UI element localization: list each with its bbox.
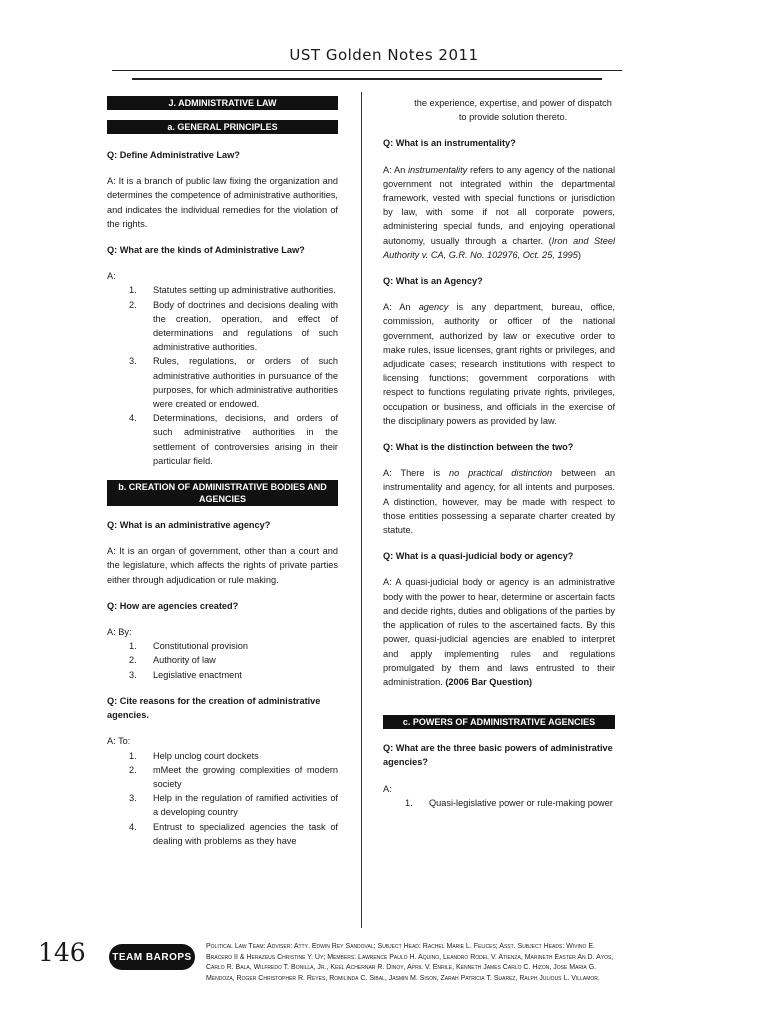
question-admin-agency: Q: What is an administrative agency? bbox=[107, 520, 271, 531]
question-define-admin-law: Q: Define Administrative Law? bbox=[107, 150, 240, 160]
section-heading-powers: c. POWERS OF ADMINISTRATIVE AGENCIES bbox=[383, 715, 615, 729]
list-item: 3. Legislative enactment bbox=[129, 669, 242, 680]
header-rule-thick bbox=[132, 78, 602, 80]
question-kinds-admin-law: Q: What are the kinds of Administrative Law? bbox=[107, 245, 305, 256]
left-column bbox=[107, 96, 338, 860]
question-agencies-created: Q: How are agencies created? bbox=[107, 600, 239, 611]
list-item: 2. mMeet the growing complexities of modern society bbox=[129, 764, 338, 789]
running-header-title: UST Golden Notes 2011 bbox=[289, 46, 479, 64]
list-item: 4. Determinations, decisions, and orders of such administrative authorities in the settlement of controversies arising in their particular field. bbox=[129, 413, 338, 466]
column-divider bbox=[361, 92, 362, 928]
creation-list bbox=[107, 639, 338, 682]
answer-admin-agency: A: It is an organ of government, other than a court and the legislature, which affects the rights of private parties either through adjudication or rule making. bbox=[107, 546, 338, 585]
answer-quasi-judicial: A: A quasi-judicial body or agency is an administrative body with the power to hear, determine or ascertain facts and decide rights, duties and obligations of the parties by the application of rules to the ascertained facts. By this power, quasi-judicial agencies are enabled to interpret and apply implementing rules and regulations promulgated by them and laws entrusted to their administration. (2006 Bar Question) bbox=[383, 577, 615, 687]
answer-intro: A: bbox=[383, 783, 392, 794]
section-heading-creation: b. CREATION OF ADMINISTRATIVE BODIES AND AGENCIES bbox=[107, 480, 338, 506]
page-number: 146 bbox=[38, 938, 86, 967]
question-reasons: Q: Cite reasons for the creation of administrative agencies. bbox=[107, 695, 321, 721]
powers-list bbox=[383, 796, 615, 810]
list-item: 1. Statutes setting up administrative authorities. bbox=[129, 285, 336, 296]
list-item: 4. Entrust to specialized agencies the task of dealing with problems as they have bbox=[129, 821, 338, 846]
list-item: 1. Constitutional provision bbox=[129, 641, 248, 652]
answer-intro: A: bbox=[107, 271, 116, 282]
kinds-list bbox=[107, 283, 338, 468]
question-instrumentality: Q: What is an instrumentality? bbox=[383, 138, 516, 149]
right-column bbox=[383, 96, 615, 822]
reasons-list bbox=[107, 749, 338, 848]
question-three-powers: Q: What are the three basic powers of administrative agencies? bbox=[383, 743, 613, 768]
list-item: 2. Body of doctrines and decisions dealing with the creation, operation, and effect of determinations and regulations of such administrative authorities. bbox=[129, 299, 338, 353]
team-credits: Political Law Team: Adviser: Atty. Edwin Rey Sandoval; Subject Head: Rachel Marie L. Felices; Asst. Subject Heads: Wivino E. Bracero II & Herazeus Christine Y. Uy; Members: Lawrence Paulo H. Aquino, Leandro Rodel V. Atienza, Marineth Easter An D. Ayos, Carlo R. Bala, Wilfredo T. Bonilla, Jr., Keel Achernar R. Dinoy, April V. Enrile, Kenneth James Carlo C. Hizon, Jose Maria G. Mendoza, Roger Christopher R. Reyes, Romilinda C. Sibal, Jasmin M. Sison, Zarah Patricia T. Suarez, Ralph Julious L. Villamor. bbox=[206, 943, 614, 982]
header-rule-thin bbox=[112, 70, 622, 71]
section-heading-general-principles: a. GENERAL PRINCIPLES bbox=[107, 120, 338, 134]
list-item: 1. Quasi-legislative power or rule-making power bbox=[405, 797, 613, 808]
answer-distinction: A: There is no practical distinction between an instrumentality and agency, for all intents and purposes. A distinction, however, may be made with respect to those entities possessing a separate charter created by statute. bbox=[383, 468, 615, 536]
answer-intro: A: To: bbox=[107, 736, 131, 747]
team-barops-logo: TEAM BAROPS bbox=[109, 944, 195, 970]
list-item: 3. Rules, regulations, or orders of such administrative authorities in pursuance of the purposes, for which administrative authorities were created or endowed. bbox=[129, 356, 338, 410]
answer-agency: A: An agency is any department, bureau, office, commission, authority or officer of the national government, authorized by law or executive order to make rules, issue licenses, grant rights or privileges, and adjudicate cases; research institutions with respect to licensing functions; government corporations with respect to functions regulating private rights, privileges, occupation or business, and officials in the exercise of the disciplinary powers as provided by law. bbox=[383, 302, 615, 426]
question-distinction: Q: What is the distinction between the two? bbox=[383, 442, 574, 453]
list-item: 1. Help unclog court dockets bbox=[129, 750, 259, 761]
question-quasi-judicial: Q: What is a quasi-judicial body or agency? bbox=[383, 551, 574, 562]
continued-text: the experience, expertise, and power of dispatch to provide solution thereto. bbox=[414, 98, 612, 123]
answer-intro: A: By: bbox=[107, 627, 132, 638]
answer-define-admin-law: A: It is a branch of public law fixing the organization and determines the competence of administrative authorities, and indicates the individual remedies for the violation of the rights. bbox=[107, 176, 338, 229]
list-item: 2. Authority of law bbox=[129, 655, 216, 666]
question-agency: Q: What is an Agency? bbox=[383, 276, 483, 287]
section-heading-administrative-law: J. ADMINISTRATIVE LAW bbox=[107, 96, 338, 110]
answer-instrumentality: A: An instrumentality refers to any agency of the national government not integrated within the departmental framework, vested with special functions or jurisdiction by law, with some if not all corporate powers, administering special funds, and enjoying operational autonomy, usually through a charter. (Iron and Steel Authority v. CA, G.R. No. 102976, Oct. 25, 1995) bbox=[383, 164, 615, 260]
list-item: 3. Help in the regulation of ramified activities of a developing country bbox=[129, 793, 338, 818]
